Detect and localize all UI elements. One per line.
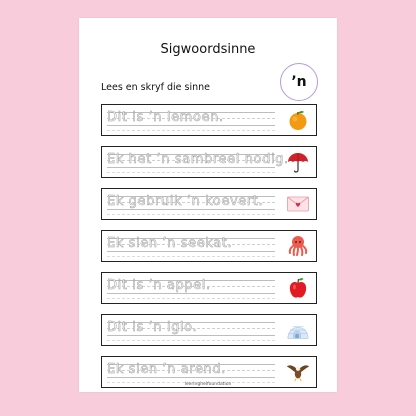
- sentence-row[interactable]: [101, 272, 317, 304]
- page-title: Sigwoordsinne: [160, 42, 256, 57]
- trace-sentence: Ek sien ’n seekat.: [107, 236, 233, 251]
- eagle-icon: [286, 360, 310, 384]
- worksheet-page: [79, 18, 337, 392]
- trace-sentence: Dit is ’n appel.: [107, 278, 211, 293]
- sentence-row[interactable]: [101, 188, 317, 220]
- umbrella-icon: [286, 150, 310, 174]
- trace-sentence: Dit is ’n iglo.: [107, 320, 198, 335]
- footer-text: leeringhelfoundation: [184, 382, 232, 387]
- sentence-row[interactable]: [101, 104, 317, 136]
- instruction-text: Lees en skryf die sinne: [101, 82, 211, 93]
- trace-sentence: Dit is ’n lemoen.: [107, 110, 224, 125]
- trace-sentence: Ek gebruik ’n koevert.: [107, 194, 264, 209]
- trace-sentence: Ek sien ’n arend.: [107, 362, 226, 377]
- letter-badge: ’n: [280, 63, 318, 101]
- octopus-icon: [286, 234, 310, 258]
- trace-sentence: Ek het ’n sambreel nodig.: [107, 152, 289, 167]
- apple-icon: [286, 276, 310, 300]
- envelope-icon: [286, 192, 310, 216]
- sentence-row[interactable]: [101, 146, 317, 178]
- sentence-list: [101, 104, 317, 398]
- orange-icon: [286, 108, 310, 132]
- sentence-row[interactable]: [101, 314, 317, 346]
- sentence-row[interactable]: [101, 230, 317, 262]
- igloo-icon: [286, 318, 310, 342]
